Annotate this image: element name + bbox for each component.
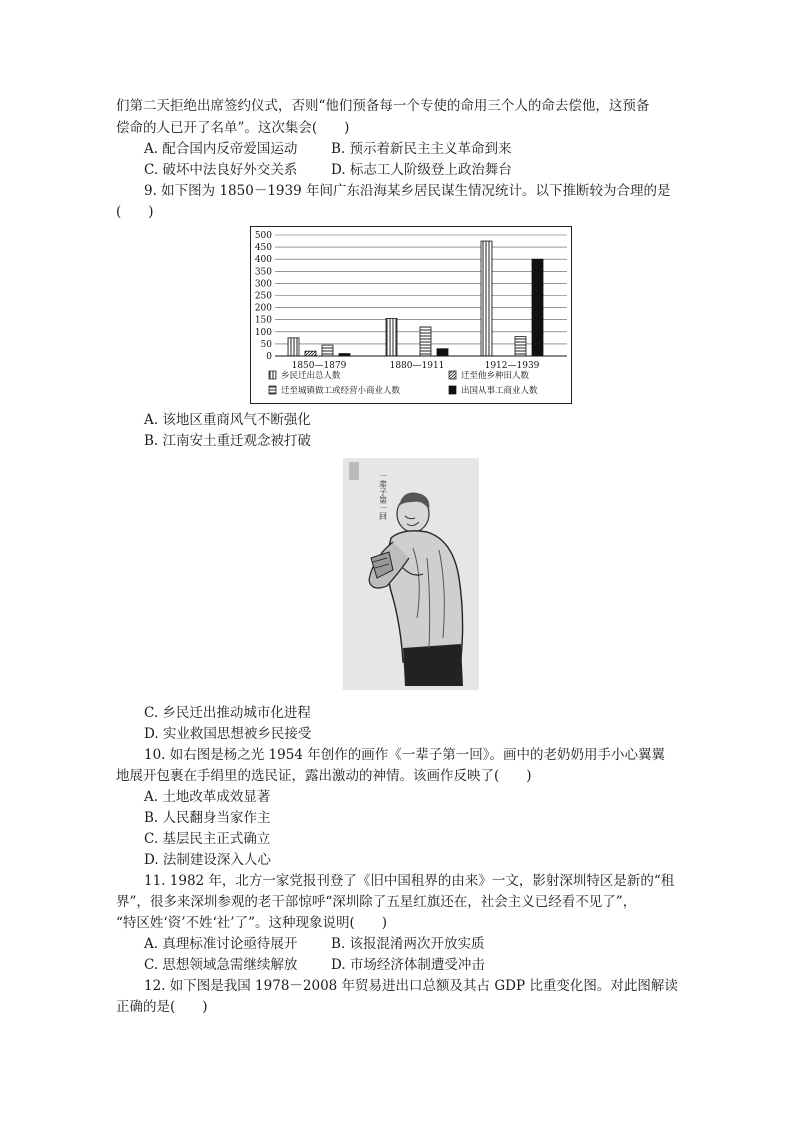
svg-text:一辈子第一回: 一辈子第一回 [378, 472, 388, 520]
legend-swatch [449, 371, 456, 379]
q8-option-d[interactable]: D. 标志工人阶级登上政治舞台 [331, 162, 512, 178]
x-tick-label: 1880—1911 [389, 361, 445, 371]
y-tick-label: 450 [254, 243, 272, 254]
x-tick-label: 1850—1879 [291, 361, 347, 371]
y-tick-label: 100 [254, 327, 272, 338]
q9-line-1: 9. 如下图为 1850－1939 年间广东沿海某乡居民谋生情况统计。以下推断较为合理的是 [144, 183, 671, 199]
q10-line-2: 地展开包裹在手绢里的选民证，露出激动的神情。该画作反映了( ) [116, 768, 532, 784]
painting-figure [343, 458, 479, 690]
q10-option-a[interactable]: A. 土地改革成效显著 [144, 789, 271, 805]
legend-swatch [449, 386, 456, 394]
bar-1-3 [437, 349, 448, 356]
q9-option-a[interactable]: A. 该地区重商风气不断强化 [144, 412, 311, 428]
q10-option-c[interactable]: C. 基层民主正式确立 [144, 831, 271, 847]
chart-svg [251, 227, 571, 403]
legend-label: 迁至城镇做工或经营小商业人数 [281, 386, 401, 396]
q8-option-c[interactable]: C. 破坏中法良好外交关系 [144, 162, 298, 178]
q11-option-a[interactable]: A. 真理标准讨论亟待展开 [144, 936, 298, 952]
y-tick-label: 150 [254, 315, 272, 326]
q11-option-b[interactable]: B. 该报混淆两次开放实质 [331, 936, 485, 952]
bar-0-1 [305, 351, 316, 356]
q11-option-c[interactable]: C. 思想领域急需继续解放 [144, 957, 298, 973]
q8-option-b[interactable]: B. 预示着新民主主义革命到来 [331, 141, 512, 157]
q12-line-2: 正确的是( ) [116, 999, 208, 1015]
q11-line-3: “特区姓‘资’不姓‘社’了”。这种现象说明( ) [116, 915, 388, 931]
y-tick-label: 500 [254, 231, 272, 241]
migration-bar-chart [250, 226, 572, 404]
legend-label: 出国从事工商业人数 [461, 386, 538, 396]
y-tick-label: 350 [254, 267, 272, 278]
legend-label: 迁至他乡种田人数 [461, 371, 530, 381]
y-tick-label: 250 [254, 291, 272, 302]
q9-option-b[interactable]: B. 江南安土重迁观念被打破 [144, 433, 312, 449]
q10-line-1: 10. 如右图是杨之光 1954 年创作的画作《一辈子第一回》。画中的老奶奶用手小心翼翼 [144, 747, 665, 763]
x-tick-label: 1912—1939 [484, 361, 540, 371]
bar-1-2 [420, 327, 431, 356]
q10-option-d[interactable]: D. 法制建设深入人心 [144, 852, 271, 868]
bar-0-0 [288, 338, 299, 356]
artist-seal-icon [349, 462, 359, 480]
y-tick-label: 50 [260, 339, 272, 350]
q9-option-d[interactable]: D. 实业救国思想被乡民接受 [144, 726, 312, 742]
q8-line-2: 偿命的人已开了名单”。这次集会( ) [116, 120, 350, 136]
q11-line-2: 界”，很多来深圳参观的老干部惊呼“深圳除了五星红旗还在，社会主义已经看不见了”， [116, 894, 637, 910]
painting-inscription [379, 472, 388, 521]
q9-option-c[interactable]: C. 乡民迁出推动城市化进程 [144, 705, 311, 721]
legend-swatch [269, 386, 276, 394]
q11-line-1: 11. 1982 年，北方一家党报刊登了《旧中国租界的由来》一文，影射深圳特区是新的“租 [144, 873, 675, 889]
legend-label: 乡民迁出总人数 [281, 371, 341, 381]
y-tick-label: 400 [254, 255, 272, 266]
painting-svg [343, 458, 479, 690]
legend-swatch [269, 371, 276, 379]
bar-0-2 [322, 345, 333, 356]
y-tick-label: 200 [254, 303, 272, 314]
q11-option-d[interactable]: D. 市场经济体制遭受冲击 [331, 957, 485, 973]
bar-2-3 [532, 259, 543, 356]
q12-line-1: 12. 如下图是我国 1978－2008 年贸易进出口总额及其占 GDP 比重变化图。对此图解读 [144, 978, 678, 994]
bar-2-0 [481, 241, 492, 356]
q8-line-1: 们第二天拒绝出席签约仪式，否则“他们预备每一个专使的命用三个人的命去偿他，这预备 [116, 98, 650, 114]
y-tick-label: 0 [266, 352, 272, 362]
bar-1-0 [386, 318, 397, 356]
q10-option-b[interactable]: B. 人民翻身当家作主 [144, 810, 271, 826]
bar-2-2 [515, 337, 526, 356]
q9-line-2: ( ) [116, 204, 154, 220]
y-tick-label: 300 [254, 279, 272, 290]
q8-option-a[interactable]: A. 配合国内反帝爱国运动 [144, 141, 298, 157]
